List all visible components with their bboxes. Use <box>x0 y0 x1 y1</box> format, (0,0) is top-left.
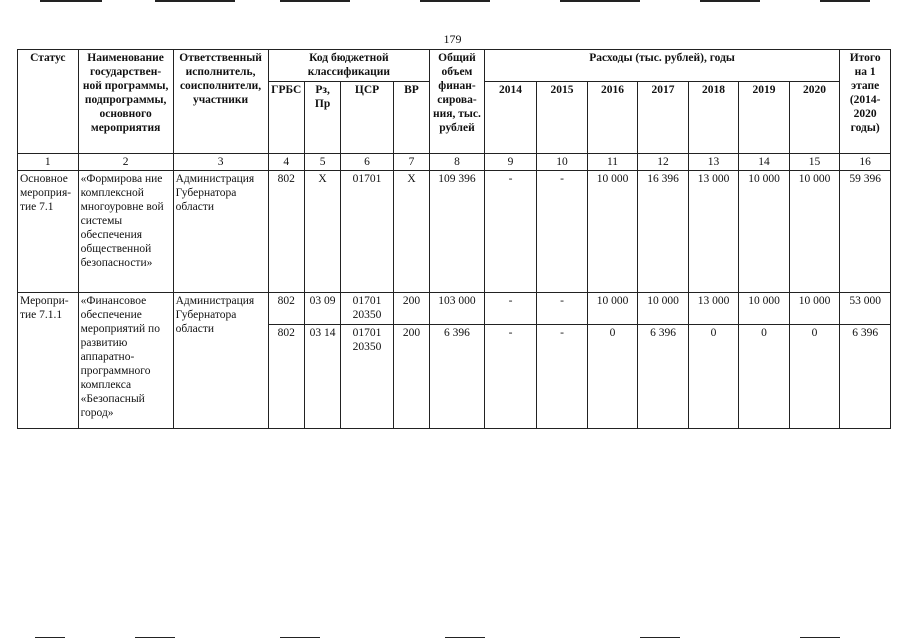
header-year: 2019 <box>739 82 790 154</box>
cell-year: 10 000 <box>789 293 840 325</box>
cell-year: 0 <box>739 325 790 429</box>
cell-year: 16 396 <box>638 171 689 293</box>
column-number: 6 <box>341 154 394 171</box>
cell-csr: 01701 <box>341 171 394 293</box>
column-number: 14 <box>739 154 790 171</box>
table-row <box>18 171 891 293</box>
header-rz-pr: Рз, Пр <box>304 82 340 154</box>
header-year: 2015 <box>537 82 588 154</box>
cell-year: - <box>537 293 588 325</box>
row-status: Основное мероприя-тие 7.1 <box>18 171 79 293</box>
header-program-name: Наименование государствен-ной программы, подпрограммы, основного мероприятия <box>78 50 173 154</box>
header-year: 2014 <box>484 82 537 154</box>
column-number: 11 <box>587 154 638 171</box>
column-number: 12 <box>638 154 689 171</box>
column-number: 4 <box>268 154 304 171</box>
cell-vr: Х <box>393 171 429 293</box>
header-year: 2017 <box>638 82 689 154</box>
header-status: Статус <box>18 50 79 154</box>
cell-year: 13 000 <box>688 171 739 293</box>
cell-year: 10 000 <box>587 171 638 293</box>
header-vr: ВР <box>393 82 429 154</box>
header-grbs: ГРБС <box>268 82 304 154</box>
column-number: 1 <box>18 154 79 171</box>
cell-year: 10 000 <box>789 171 840 293</box>
cell-stage-total: 6 396 <box>840 325 891 429</box>
cell-total: 109 396 <box>430 171 485 293</box>
cell-year: 10 000 <box>638 293 689 325</box>
cell-rz-pr: 03 09 <box>304 293 340 325</box>
scan-artifact <box>820 0 870 2</box>
cell-stage-total: 59 396 <box>840 171 891 293</box>
cell-year: 10 000 <box>587 293 638 325</box>
cell-csr: 01701 20350 <box>341 293 394 325</box>
page-number: 179 <box>443 32 462 46</box>
cell-grbs: 802 <box>268 171 304 293</box>
header-year: 2020 <box>789 82 840 154</box>
column-number: 13 <box>688 154 739 171</box>
header-year: 2016 <box>587 82 638 154</box>
cell-vr: 200 <box>393 293 429 325</box>
column-number: 9 <box>484 154 537 171</box>
column-number: 10 <box>537 154 588 171</box>
cell-year: 10 000 <box>739 293 790 325</box>
scan-artifact <box>640 637 680 638</box>
row-executor: Администрация Губернатора области <box>173 171 268 293</box>
header-csr: ЦСР <box>341 82 394 154</box>
cell-total: 6 396 <box>430 325 485 429</box>
budget-table <box>17 49 891 429</box>
cell-total: 103 000 <box>430 293 485 325</box>
cell-year: 6 396 <box>638 325 689 429</box>
scan-artifact <box>135 637 175 638</box>
cell-rz-pr: Х <box>304 171 340 293</box>
column-number: 2 <box>78 154 173 171</box>
row-name: «Формирова ние комплексной многоуровне вой системы обеспечения общественной безопасности» <box>78 171 173 293</box>
scan-artifact <box>280 637 320 638</box>
cell-year: 0 <box>688 325 739 429</box>
scan-artifact <box>445 637 485 638</box>
cell-stage-total: 53 000 <box>840 293 891 325</box>
header-total-volume: Общий объем финан-сирова-ния, тыс. рублей <box>430 50 485 154</box>
column-number: 5 <box>304 154 340 171</box>
row-status: Меропри-тие 7.1.1 <box>18 293 79 429</box>
scan-artifact <box>155 0 235 2</box>
scan-artifact <box>35 637 65 638</box>
column-number: 16 <box>840 154 891 171</box>
cell-rz-pr: 03 14 <box>304 325 340 429</box>
scan-artifact <box>420 0 490 2</box>
cell-year: - <box>484 325 537 429</box>
column-number: 7 <box>393 154 429 171</box>
cell-year: 10 000 <box>739 171 790 293</box>
column-number: 8 <box>430 154 485 171</box>
cell-year: - <box>484 171 537 293</box>
header-executor: Ответственный исполнитель, соисполнители, участники <box>173 50 268 154</box>
scan-artifact <box>280 0 350 2</box>
header-year: 2018 <box>688 82 739 154</box>
cell-vr: 200 <box>393 325 429 429</box>
cell-year: 13 000 <box>688 293 739 325</box>
cell-year: 0 <box>789 325 840 429</box>
cell-csr: 01701 20350 <box>341 325 394 429</box>
scan-artifact <box>800 637 840 638</box>
cell-year: - <box>537 325 588 429</box>
column-number: 15 <box>789 154 840 171</box>
scan-artifact <box>40 0 102 2</box>
cell-grbs: 802 <box>268 325 304 429</box>
scan-artifact <box>700 0 760 2</box>
row-executor: Администрация Губернатора области <box>173 293 268 429</box>
cell-year: - <box>537 171 588 293</box>
row-name: «Финансовое обеспечение мероприятий по развитию аппаратно-программного комплекса «Безопасный город» <box>78 293 173 429</box>
header-budget-code: Код бюджетной классификации <box>268 50 430 82</box>
cell-year: 0 <box>587 325 638 429</box>
scan-artifact <box>560 0 640 2</box>
header-stage-total: Итого на 1 этапе (2014-2020 годы) <box>840 50 891 154</box>
cell-year: - <box>484 293 537 325</box>
header-expenses: Расходы (тыс. рублей), годы <box>484 50 840 82</box>
cell-grbs: 802 <box>268 293 304 325</box>
table-row <box>18 293 891 325</box>
column-number: 3 <box>173 154 268 171</box>
